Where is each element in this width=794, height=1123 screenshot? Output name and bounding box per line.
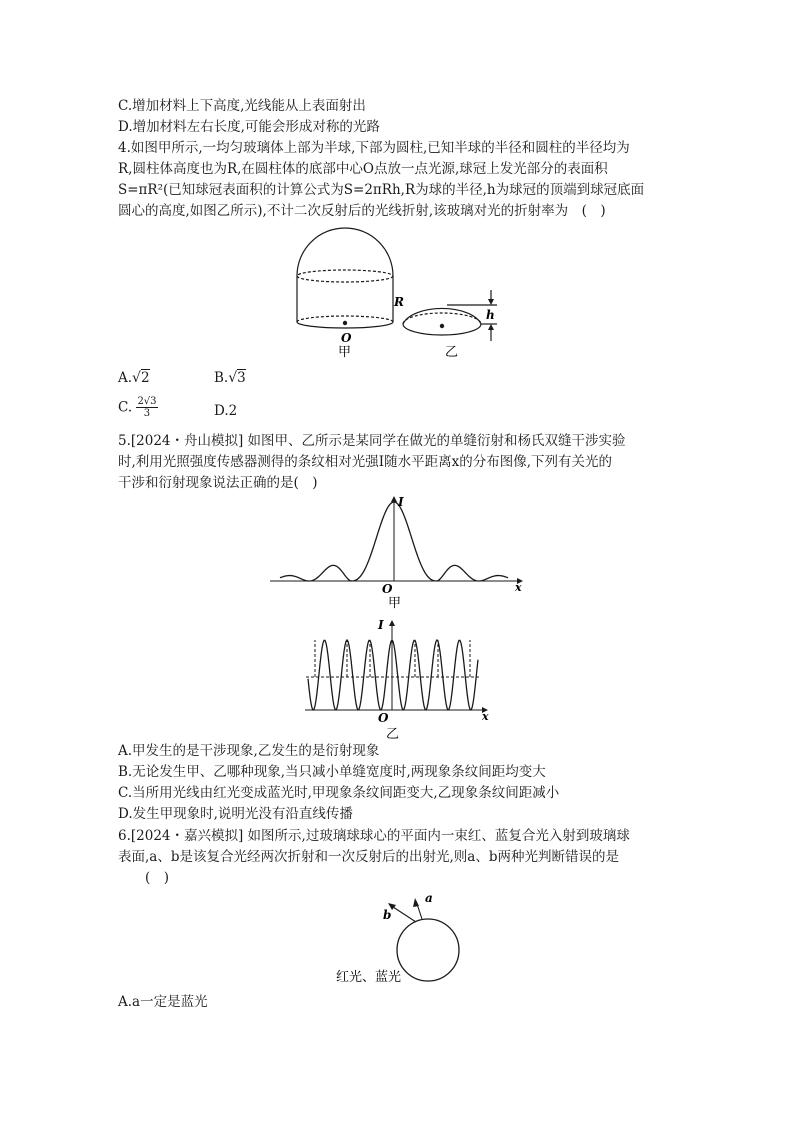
q5-option-a: A.甲发生的是干涉现象,乙发生的是衍射现象: [118, 743, 380, 759]
h-arrow-top-head: [488, 299, 494, 305]
i-axis-arrow: [389, 620, 395, 626]
option-d-q3: D.增加材料左右长度,可能会形成对称的光路: [118, 119, 380, 135]
label-o: O: [378, 711, 389, 725]
option-c-q3: C.增加材料上下高度,光线能从上表面射出: [118, 98, 366, 114]
fraction: [136, 396, 157, 419]
sqrt-icon: √: [132, 370, 141, 386]
hemisphere-outline: [297, 228, 393, 276]
label-r: R: [394, 295, 404, 309]
cap-base-back: [403, 313, 481, 324]
q6-stem-line-2: 表面,a、b是该复合光经两次折射和一次反射后的出射光,则a、b两种光判断错误的是: [118, 849, 619, 865]
q4-option-c: [118, 396, 158, 422]
label-h: h: [486, 308, 495, 322]
option-b-prefix: B.: [214, 370, 229, 386]
h-arrow-bottom-head: [488, 324, 494, 330]
glass-ball-icon: [397, 919, 459, 981]
option-a-value: 2: [140, 370, 150, 386]
option-a-prefix: A.: [118, 370, 133, 386]
q5-option-c: C.当所用光线由红光变成蓝光时,甲现象条纹间距变大,乙现象条纹间距减小: [118, 785, 560, 801]
q5-figure-yi: [300, 614, 500, 742]
caption-yi: 乙: [386, 727, 400, 742]
caption-jia: 甲: [388, 596, 402, 610]
option-c-prefix: C.: [118, 399, 133, 416]
interference-curve: [308, 640, 478, 710]
q6-figure: [330, 888, 470, 988]
caption-red-blue: 红光、蓝光: [336, 970, 402, 985]
light-source-point: [343, 321, 347, 325]
q6-stem-line-3: ( ): [118, 870, 170, 886]
fraction-denominator: 3: [143, 408, 151, 419]
q5-option-d: D.发生甲现象时,说明光没有沿直线传播: [118, 806, 353, 822]
q4-stem-line-3: S=πR²(已知球冠表面积的计算公式为S=2πRh,R为球的半径,h为球冠的顶端到球冠底面: [118, 182, 645, 198]
caption-yi: 乙: [445, 345, 459, 360]
label-i: I: [378, 618, 384, 632]
q4-stem-line-1: 4.如图甲所示,一均匀玻璃体上部为半球,下部为圆柱,已知半球的半径和圆柱的半径均为: [118, 140, 630, 156]
q6-stem-line-1: 6.[2024・嘉兴模拟] 如图所示,过玻璃球球心的平面内一束红、蓝复合光入射到玻璃球: [118, 828, 630, 844]
q4-option-a: [118, 368, 150, 388]
q4-stem-line-4: 圆心的高度,如图乙所示),不计二次反射后的光线折射,该玻璃对光的折射率为 ( ): [118, 203, 606, 219]
spherical-cap-figure: [403, 290, 497, 341]
cap-outline: [403, 308, 481, 324]
q5-figure-jia: [265, 492, 535, 610]
q6-option-a: A.a一定是蓝光: [118, 994, 208, 1010]
label-i: I: [398, 495, 404, 509]
label-o: O: [341, 331, 352, 345]
option-b-value: 3: [237, 370, 246, 386]
q5-stem-line-2: 时,利用光照强度传感器测得的条纹相对光强I随水平距离x的分布图像,下列有关光的: [118, 454, 613, 470]
q5-stem-line-3: 干涉和衍射现象说法正确的是( ): [118, 475, 318, 491]
label-x: x: [482, 710, 489, 723]
q5-stem-line-1: 5.[2024・舟山模拟] 如图甲、乙所示是某同学在做光的单缝衍射和杨氏双缝干涉实验: [118, 433, 626, 449]
q4-figure: [285, 226, 515, 361]
q4-option-d: D.2: [214, 403, 238, 419]
ray-a-arrow: [413, 898, 419, 907]
q4-stem-line-2: R,圆柱体高度也为R,在圆柱体的底部中心O点放一点光源,球冠上发光部分的表面积: [118, 161, 608, 177]
hemisphere-cylinder-figure: [297, 228, 393, 328]
q4-option-b: [214, 368, 246, 388]
q5-option-b: B.无论发生甲、乙哪种现象,当只减小单缝宽度时,两现象条纹间距均变大: [118, 764, 546, 780]
hemisphere-base-ellipse: [297, 270, 393, 282]
i-axis-arrow: [391, 496, 397, 502]
sqrt-icon: √: [228, 370, 238, 386]
cap-center-point: [440, 324, 444, 328]
fraction-numerator: 2√3: [137, 396, 157, 407]
label-x: x: [515, 581, 522, 594]
label-a: a: [425, 891, 433, 905]
label-o: O: [382, 582, 393, 596]
label-b: b: [383, 908, 392, 922]
caption-jia: 甲: [338, 345, 352, 360]
